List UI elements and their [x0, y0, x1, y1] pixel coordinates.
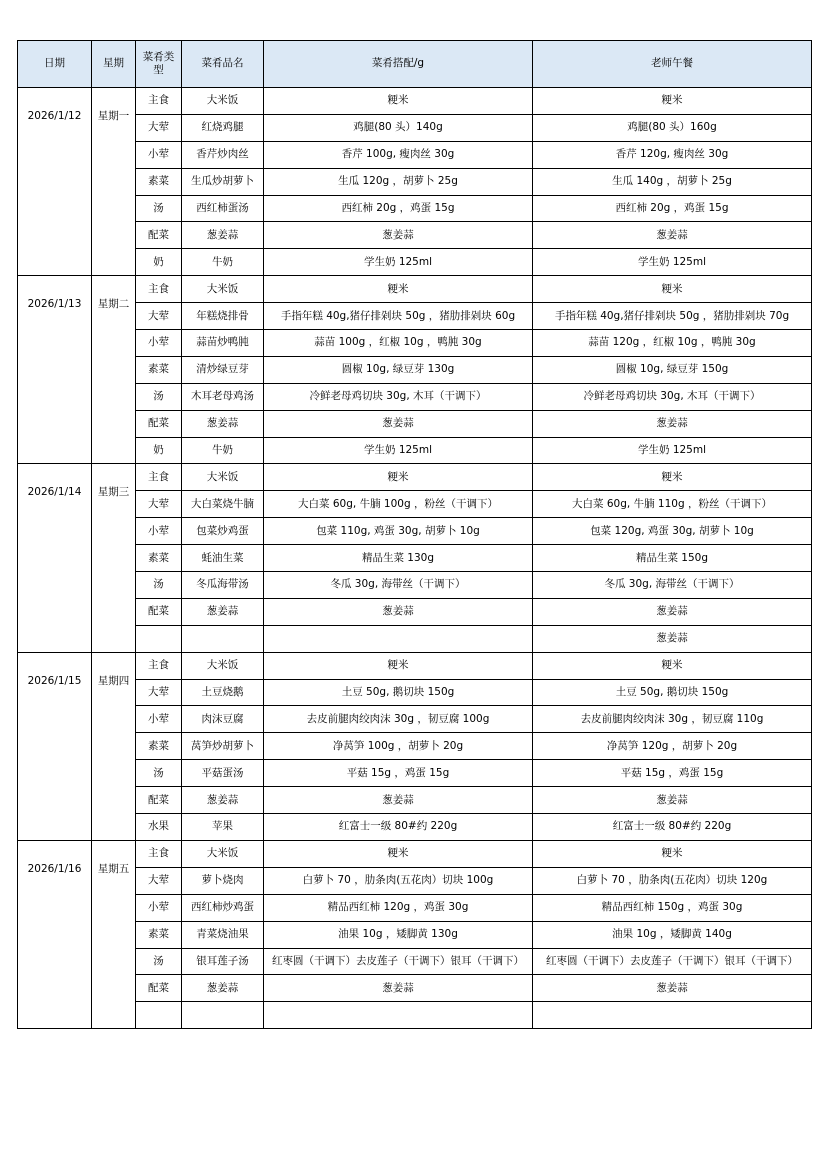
ingredients-cell: 鸡腿(80 头）140g [264, 114, 533, 141]
teacher-lunch-cell: 去皮前腿肉绞肉沫 30g ，韧豆腐 110g [533, 706, 812, 733]
menu-row [18, 625, 812, 652]
day-date: 2026/1/13 [18, 276, 92, 464]
ingredients-cell: 西红柿 20g ，鸡蛋 15g [264, 195, 533, 222]
dish-name-cell [182, 1002, 264, 1029]
menu-row [18, 975, 812, 1002]
dish-name-cell: 葱姜蒜 [182, 598, 264, 625]
menu-row [18, 88, 812, 115]
ingredients-cell: 葱姜蒜 [264, 410, 533, 437]
dish-name-cell: 冬瓜海带汤 [182, 572, 264, 599]
dish-type-cell: 主食 [136, 652, 182, 679]
dish-name-cell: 大米饭 [182, 88, 264, 115]
menu-row [18, 679, 812, 706]
ingredients-cell: 香芹 100g, 瘦肉丝 30g [264, 141, 533, 168]
dish-name-cell: 葱姜蒜 [182, 410, 264, 437]
lunch-menu-table [17, 40, 812, 1029]
dish-type-cell: 小荤 [136, 518, 182, 545]
day-date: 2026/1/12 [18, 88, 92, 276]
day-weekday: 星期二 [92, 276, 136, 464]
ingredients-cell: 粳米 [264, 88, 533, 115]
ingredients-cell: 蒜苗 100g ，红椒 10g ，鸭肫 30g [264, 330, 533, 357]
day-weekday: 星期一 [92, 88, 136, 276]
teacher-lunch-cell: 鸡腿(80 头）160g [533, 114, 812, 141]
menu-row [18, 894, 812, 921]
teacher-lunch-cell: 包菜 120g, 鸡蛋 30g, 胡萝卜 10g [533, 518, 812, 545]
menu-row [18, 948, 812, 975]
menu-row [18, 760, 812, 787]
teacher-lunch-cell: 粳米 [533, 840, 812, 867]
teacher-lunch-cell: 学生奶 125ml [533, 437, 812, 464]
dish-name-cell: 莴笋炒胡萝卜 [182, 733, 264, 760]
teacher-lunch-cell [533, 1002, 812, 1029]
dish-type-cell [136, 1002, 182, 1029]
dish-name-cell: 大米饭 [182, 276, 264, 303]
ingredients-cell: 油果 10g ，矮脚黄 130g [264, 921, 533, 948]
dish-type-cell: 大荤 [136, 303, 182, 330]
teacher-lunch-cell: 粳米 [533, 276, 812, 303]
menu-row [18, 114, 812, 141]
menu-row [18, 141, 812, 168]
header-dish-name: 菜肴品名 [182, 41, 264, 88]
menu-row [18, 356, 812, 383]
dish-type-cell: 小荤 [136, 141, 182, 168]
dish-type-cell: 素菜 [136, 168, 182, 195]
teacher-lunch-cell: 葱姜蒜 [533, 598, 812, 625]
menu-row [18, 276, 812, 303]
dish-name-cell: 生瓜炒胡萝卜 [182, 168, 264, 195]
ingredients-cell: 土豆 50g, 鹅切块 150g [264, 679, 533, 706]
menu-body [18, 88, 812, 1029]
dish-name-cell: 青菜烧油果 [182, 921, 264, 948]
day-weekday: 星期三 [92, 464, 136, 652]
teacher-lunch-cell: 红枣圆（干调下）去皮莲子（干调下）银耳（干调下） [533, 948, 812, 975]
ingredients-cell [264, 625, 533, 652]
menu-row [18, 464, 812, 491]
dish-name-cell: 葱姜蒜 [182, 787, 264, 814]
dish-name-cell: 蒜苗炒鸭肫 [182, 330, 264, 357]
dish-name-cell: 红烧鸡腿 [182, 114, 264, 141]
teacher-lunch-cell: 蒜苗 120g ，红椒 10g ，鸭肫 30g [533, 330, 812, 357]
ingredients-cell: 学生奶 125ml [264, 249, 533, 276]
ingredients-cell: 生瓜 120g ，胡萝卜 25g [264, 168, 533, 195]
dish-type-cell: 大荤 [136, 679, 182, 706]
teacher-lunch-cell: 红富士一级 80#约 220g [533, 814, 812, 841]
dish-name-cell: 西红柿炒鸡蛋 [182, 894, 264, 921]
dish-type-cell: 配菜 [136, 222, 182, 249]
dish-type-cell: 素菜 [136, 921, 182, 948]
dish-type-cell: 汤 [136, 195, 182, 222]
dish-name-cell: 西红柿蛋汤 [182, 195, 264, 222]
dish-type-cell: 大荤 [136, 491, 182, 518]
ingredients-cell: 粳米 [264, 652, 533, 679]
menu-row [18, 652, 812, 679]
menu-row [18, 921, 812, 948]
dish-name-cell: 大米饭 [182, 652, 264, 679]
ingredients-cell: 大白菜 60g, 牛腩 100g ，粉丝（干调下） [264, 491, 533, 518]
dish-name-cell: 银耳莲子汤 [182, 948, 264, 975]
ingredients-cell: 手指年糕 40g,猪仔排剁块 50g ，猪肋排剁块 60g [264, 303, 533, 330]
dish-type-cell: 素菜 [136, 356, 182, 383]
teacher-lunch-cell: 香芹 120g, 瘦肉丝 30g [533, 141, 812, 168]
teacher-lunch-cell: 手指年糕 40g,猪仔排剁块 50g ，猪肋排剁块 70g [533, 303, 812, 330]
dish-type-cell: 主食 [136, 840, 182, 867]
dish-type-cell: 主食 [136, 464, 182, 491]
dish-name-cell: 土豆烧鹅 [182, 679, 264, 706]
ingredients-cell: 精品西红柿 120g ，鸡蛋 30g [264, 894, 533, 921]
ingredients-cell: 红枣圆（干调下）去皮莲子（干调下）银耳（干调下） [264, 948, 533, 975]
teacher-lunch-cell: 冬瓜 30g, 海带丝（干调下） [533, 572, 812, 599]
menu-row [18, 437, 812, 464]
dish-type-cell: 小荤 [136, 894, 182, 921]
teacher-lunch-cell: 葱姜蒜 [533, 625, 812, 652]
menu-row [18, 867, 812, 894]
dish-name-cell: 年糕烧排骨 [182, 303, 264, 330]
ingredients-cell: 包菜 110g, 鸡蛋 30g, 胡萝卜 10g [264, 518, 533, 545]
teacher-lunch-cell: 冷鲜老母鸡切块 30g, 木耳（干调下） [533, 383, 812, 410]
menu-row [18, 383, 812, 410]
ingredients-cell: 精品生菜 130g [264, 545, 533, 572]
ingredients-cell: 白萝卜 70 ，肋条肉(五花肉）切块 100g [264, 867, 533, 894]
dish-name-cell: 苹果 [182, 814, 264, 841]
menu-row [18, 410, 812, 437]
teacher-lunch-cell: 大白菜 60g, 牛腩 110g ，粉丝（干调下） [533, 491, 812, 518]
dish-name-cell: 牛奶 [182, 249, 264, 276]
header-teacher-lunch: 老师午餐 [533, 41, 812, 88]
menu-row [18, 491, 812, 518]
ingredients-cell: 圆椒 10g, 绿豆芽 130g [264, 356, 533, 383]
menu-row [18, 518, 812, 545]
menu-row [18, 195, 812, 222]
dish-name-cell: 牛奶 [182, 437, 264, 464]
teacher-lunch-cell: 葱姜蒜 [533, 222, 812, 249]
header-weekday: 星期 [92, 41, 136, 88]
ingredients-cell: 粳米 [264, 276, 533, 303]
day-weekday: 星期五 [92, 840, 136, 1028]
ingredients-cell: 粳米 [264, 464, 533, 491]
header-ingredients: 菜肴搭配/g [264, 41, 533, 88]
ingredients-cell: 葱姜蒜 [264, 975, 533, 1002]
ingredients-cell: 红富士一级 80#约 220g [264, 814, 533, 841]
header-date: 日期 [18, 41, 92, 88]
ingredients-cell: 葱姜蒜 [264, 222, 533, 249]
day-date: 2026/1/15 [18, 652, 92, 840]
header-dish-type: 菜肴类型 [136, 41, 182, 88]
ingredients-cell: 去皮前腿肉绞肉沫 30g ，韧豆腐 100g [264, 706, 533, 733]
ingredients-cell: 冬瓜 30g, 海带丝（干调下） [264, 572, 533, 599]
dish-name-cell: 大白菜烧牛腩 [182, 491, 264, 518]
dish-type-cell: 配菜 [136, 410, 182, 437]
teacher-lunch-cell: 粳米 [533, 652, 812, 679]
dish-type-cell: 汤 [136, 760, 182, 787]
ingredients-cell: 葱姜蒜 [264, 598, 533, 625]
ingredients-cell: 冷鲜老母鸡切块 30g, 木耳（干调下） [264, 383, 533, 410]
dish-name-cell: 包菜炒鸡蛋 [182, 518, 264, 545]
dish-type-cell: 配菜 [136, 598, 182, 625]
ingredients-cell: 平菇 15g ，鸡蛋 15g [264, 760, 533, 787]
dish-name-cell: 葱姜蒜 [182, 222, 264, 249]
dish-type-cell: 主食 [136, 276, 182, 303]
menu-row [18, 249, 812, 276]
teacher-lunch-cell: 葱姜蒜 [533, 975, 812, 1002]
day-weekday: 星期四 [92, 652, 136, 840]
menu-row [18, 598, 812, 625]
teacher-lunch-cell: 土豆 50g, 鹅切块 150g [533, 679, 812, 706]
teacher-lunch-cell: 西红柿 20g ，鸡蛋 15g [533, 195, 812, 222]
dish-name-cell [182, 625, 264, 652]
dish-name-cell: 木耳老母鸡汤 [182, 383, 264, 410]
dish-type-cell: 小荤 [136, 330, 182, 357]
dish-type-cell: 奶 [136, 249, 182, 276]
teacher-lunch-cell: 净莴笋 120g ，胡萝卜 20g [533, 733, 812, 760]
header-row [18, 41, 812, 88]
menu-row [18, 303, 812, 330]
menu-row [18, 222, 812, 249]
menu-row [18, 330, 812, 357]
menu-row [18, 733, 812, 760]
dish-type-cell: 水果 [136, 814, 182, 841]
menu-row [18, 814, 812, 841]
teacher-lunch-cell: 白萝卜 70 ，肋条肉(五花肉）切块 120g [533, 867, 812, 894]
teacher-lunch-cell: 葱姜蒜 [533, 410, 812, 437]
dish-type-cell: 素菜 [136, 545, 182, 572]
dish-name-cell: 香芹炒肉丝 [182, 141, 264, 168]
menu-row [18, 572, 812, 599]
ingredients-cell: 净莴笋 100g ，胡萝卜 20g [264, 733, 533, 760]
dish-name-cell: 大米饭 [182, 464, 264, 491]
menu-row [18, 840, 812, 867]
day-date: 2026/1/16 [18, 840, 92, 1028]
day-date: 2026/1/14 [18, 464, 92, 652]
dish-type-cell: 配菜 [136, 975, 182, 1002]
dish-name-cell: 大米饭 [182, 840, 264, 867]
ingredients-cell [264, 1002, 533, 1029]
teacher-lunch-cell: 精品西红柿 150g ，鸡蛋 30g [533, 894, 812, 921]
dish-type-cell: 汤 [136, 383, 182, 410]
ingredients-cell: 粳米 [264, 840, 533, 867]
dish-type-cell: 主食 [136, 88, 182, 115]
teacher-lunch-cell: 粳米 [533, 464, 812, 491]
dish-type-cell: 素菜 [136, 733, 182, 760]
menu-row [18, 787, 812, 814]
dish-name-cell: 肉沫豆腐 [182, 706, 264, 733]
dish-name-cell: 蚝油生菜 [182, 545, 264, 572]
dish-name-cell: 清炒绿豆芽 [182, 356, 264, 383]
dish-type-cell: 汤 [136, 948, 182, 975]
teacher-lunch-cell: 精品生菜 150g [533, 545, 812, 572]
teacher-lunch-cell: 葱姜蒜 [533, 787, 812, 814]
dish-type-cell: 奶 [136, 437, 182, 464]
dish-type-cell [136, 625, 182, 652]
dish-type-cell: 小荤 [136, 706, 182, 733]
dish-type-cell: 配菜 [136, 787, 182, 814]
ingredients-cell: 学生奶 125ml [264, 437, 533, 464]
menu-row [18, 168, 812, 195]
dish-name-cell: 葱姜蒜 [182, 975, 264, 1002]
teacher-lunch-cell: 粳米 [533, 88, 812, 115]
teacher-lunch-cell: 平菇 15g ，鸡蛋 15g [533, 760, 812, 787]
teacher-lunch-cell: 圆椒 10g, 绿豆芽 150g [533, 356, 812, 383]
dish-name-cell: 平菇蛋汤 [182, 760, 264, 787]
dish-type-cell: 大荤 [136, 114, 182, 141]
dish-name-cell: 萝卜烧肉 [182, 867, 264, 894]
dish-type-cell: 汤 [136, 572, 182, 599]
teacher-lunch-cell: 学生奶 125ml [533, 249, 812, 276]
teacher-lunch-cell: 油果 10g ，矮脚黄 140g [533, 921, 812, 948]
dish-type-cell: 大荤 [136, 867, 182, 894]
teacher-lunch-cell: 生瓜 140g ，胡萝卜 25g [533, 168, 812, 195]
ingredients-cell: 葱姜蒜 [264, 787, 533, 814]
menu-row [18, 1002, 812, 1029]
menu-row [18, 706, 812, 733]
menu-row [18, 545, 812, 572]
